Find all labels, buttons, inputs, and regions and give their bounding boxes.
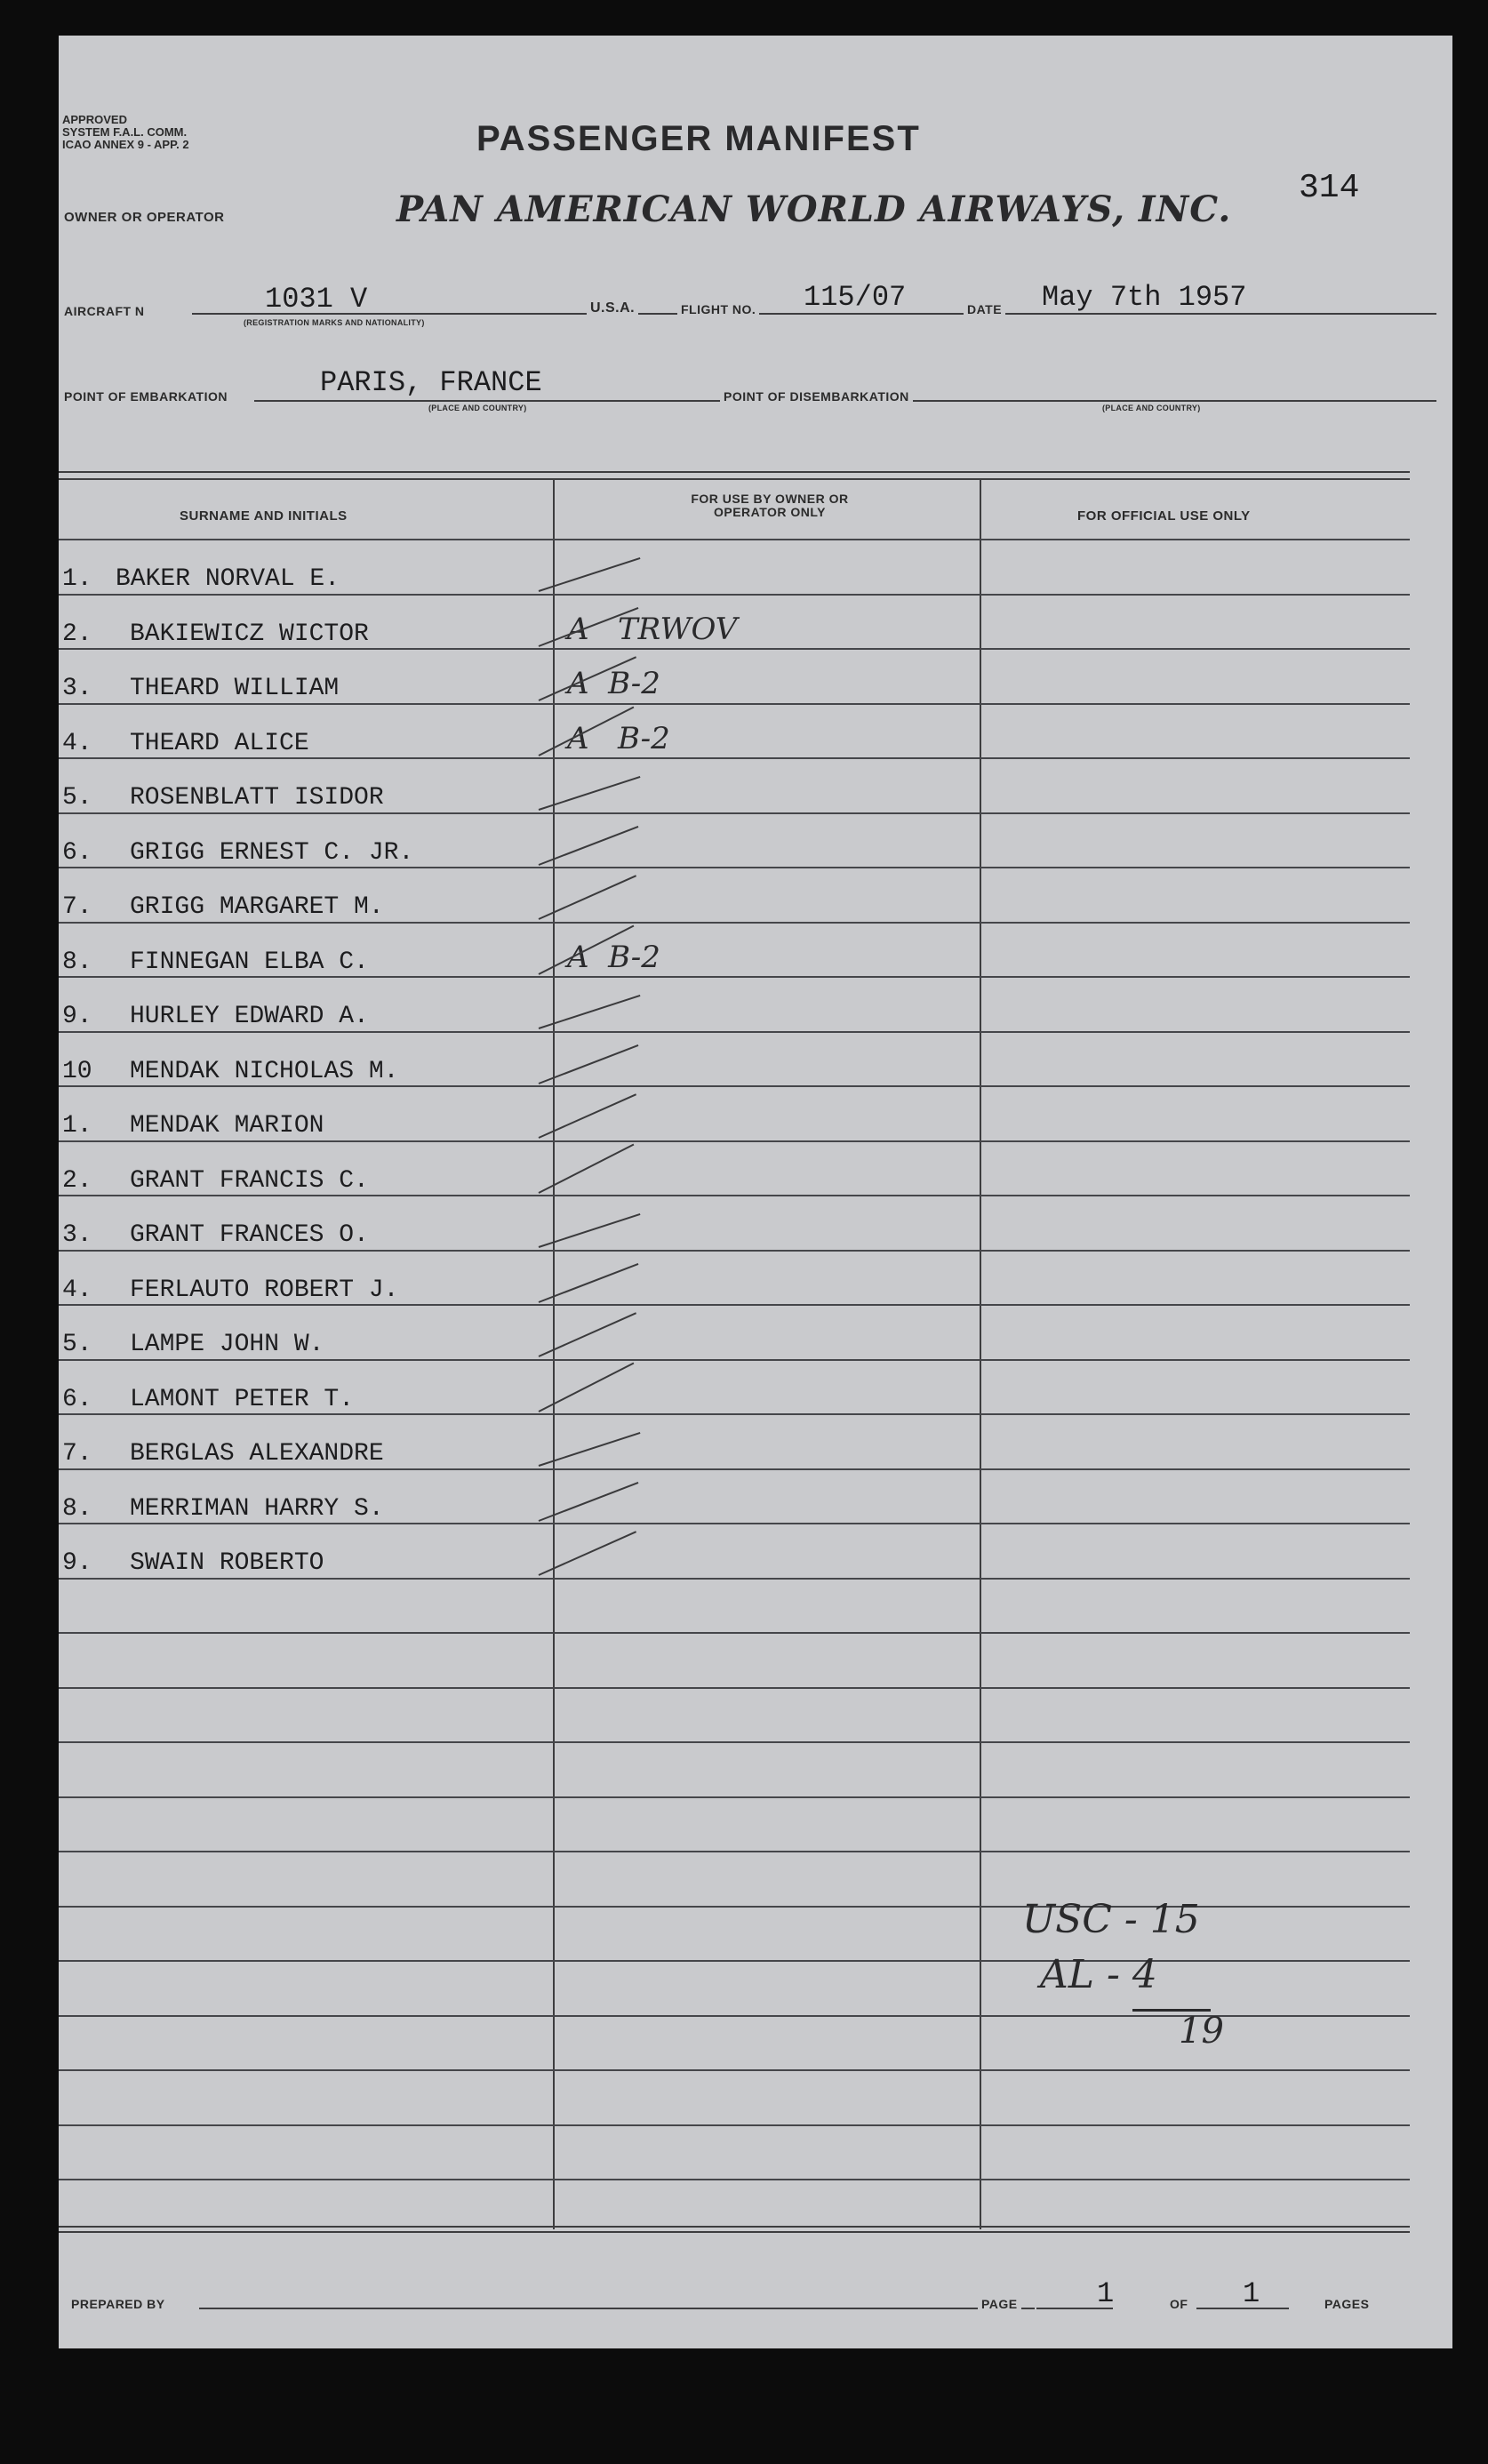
ruled-line bbox=[59, 539, 1410, 540]
passenger-row bbox=[59, 992, 1410, 1036]
ruled-line bbox=[59, 1741, 1410, 1743]
passenger-name: MENDAK MARION bbox=[130, 1112, 324, 1140]
passenger-row bbox=[59, 1484, 1410, 1529]
passenger-number: 2. bbox=[62, 1167, 92, 1195]
of-label: OF bbox=[1166, 2297, 1191, 2311]
passenger-row bbox=[59, 1320, 1410, 1364]
passenger-number: 10 bbox=[62, 1058, 92, 1085]
manifest-sheet bbox=[59, 36, 1452, 2348]
passenger-row bbox=[59, 555, 1410, 599]
prepared-by-label: PREPARED BY bbox=[71, 2297, 165, 2311]
passenger-number: 9. bbox=[62, 1549, 92, 1577]
passenger-number: 1. bbox=[62, 1112, 92, 1140]
passenger-row bbox=[59, 1211, 1410, 1255]
passenger-number: 3. bbox=[62, 675, 92, 702]
ruled-line bbox=[59, 2069, 1410, 2071]
ruled-line bbox=[59, 1687, 1410, 1689]
passenger-row bbox=[59, 1375, 1410, 1420]
check-mark bbox=[539, 995, 641, 1029]
country-label: U.S.A. bbox=[587, 300, 638, 316]
passenger-number: 6. bbox=[62, 1386, 92, 1413]
passenger-row bbox=[59, 1101, 1410, 1146]
form-title: PASSENGER MANIFEST bbox=[476, 119, 921, 158]
passenger-name: LAMONT PETER T. bbox=[130, 1386, 355, 1413]
ruled-line bbox=[59, 1851, 1410, 1852]
owner-label: OWNER OR OPERATOR bbox=[64, 210, 225, 225]
passenger-row bbox=[59, 773, 1410, 818]
passenger-number: 8. bbox=[62, 948, 92, 976]
table-bottom-rule bbox=[59, 2226, 1410, 2228]
passenger-number: 8. bbox=[62, 1495, 92, 1523]
passenger-name: THEARD ALICE bbox=[130, 730, 309, 757]
embark-label: POINT OF EMBARKATION bbox=[64, 389, 231, 404]
check-mark bbox=[539, 776, 641, 811]
operator-name: PAN AMERICAN WORLD AIRWAYS, INC. bbox=[396, 188, 1232, 230]
check-mark bbox=[539, 1263, 639, 1303]
passenger-name: GRIGG ERNEST C. JR. bbox=[130, 839, 414, 867]
passenger-row bbox=[59, 664, 1410, 708]
table-top-rule bbox=[59, 478, 1410, 480]
passenger-number: 6. bbox=[62, 839, 92, 867]
passenger-name: FERLAUTO ROBERT J. bbox=[130, 1276, 399, 1304]
passenger-name: GRANT FRANCIS C. bbox=[130, 1167, 369, 1195]
disembark-caption: (PLACE AND COUNTRY) bbox=[1102, 404, 1201, 412]
passenger-name: FINNEGAN ELBA C. bbox=[130, 948, 369, 976]
ruled-line bbox=[59, 2124, 1410, 2126]
passenger-row bbox=[59, 883, 1410, 927]
passenger-name: GRANT FRANCES O. bbox=[130, 1221, 369, 1249]
embark-caption: (PLACE AND COUNTRY) bbox=[428, 404, 527, 412]
prepared-by-rule bbox=[199, 2308, 1035, 2309]
operator-note: A B-2 bbox=[567, 940, 660, 975]
page-stamp: 314 bbox=[1299, 169, 1360, 207]
column-header-owner-use: FOR USE BY OWNER OR OPERATOR ONLY bbox=[691, 492, 849, 519]
ruled-line bbox=[59, 1906, 1410, 1908]
table-top-rule bbox=[59, 471, 1410, 473]
passenger-number: 4. bbox=[62, 730, 92, 757]
passenger-name: MENDAK NICHOLAS M. bbox=[130, 1058, 399, 1085]
passenger-number: 2. bbox=[62, 620, 92, 648]
disembark-label: POINT OF DISEMBARKATION bbox=[720, 389, 913, 404]
passenger-name: SWAIN ROBERTO bbox=[130, 1549, 324, 1577]
aircraft-value: 1031 V bbox=[265, 283, 368, 316]
passenger-name: ROSENBLATT ISIDOR bbox=[130, 784, 384, 812]
aircraft-caption: (REGISTRATION MARKS AND NATIONALITY) bbox=[244, 318, 425, 327]
passenger-number: 1. bbox=[62, 565, 92, 593]
check-mark bbox=[539, 1213, 641, 1248]
check-mark bbox=[539, 826, 639, 866]
date-value: May 7th 1957 bbox=[1042, 281, 1247, 314]
column-header-surname: SURNAME AND INITIALS bbox=[180, 508, 348, 524]
ruled-line bbox=[59, 1632, 1410, 1634]
passenger-row bbox=[59, 828, 1410, 873]
approval-line: ICAO ANNEX 9 - APP. 2 bbox=[62, 138, 189, 151]
approval-line: SYSTEM F.A.L. COMM. bbox=[62, 125, 188, 139]
passenger-number: 5. bbox=[62, 784, 92, 812]
passenger-number: 7. bbox=[62, 1440, 92, 1468]
passenger-row bbox=[59, 719, 1410, 764]
passenger-name: HURLEY EDWARD A. bbox=[130, 1003, 369, 1030]
ruled-line bbox=[59, 1960, 1410, 1962]
ruled-line bbox=[59, 2179, 1410, 2180]
passenger-row bbox=[59, 1429, 1410, 1474]
passenger-row bbox=[59, 1047, 1410, 1092]
passenger-number: 9. bbox=[62, 1003, 92, 1030]
column-header-official-use: FOR OFFICIAL USE ONLY bbox=[1077, 508, 1251, 524]
check-mark bbox=[539, 1482, 639, 1522]
passenger-row bbox=[59, 1266, 1410, 1310]
check-mark bbox=[539, 1044, 639, 1084]
date-label: DATE bbox=[964, 302, 1005, 316]
passenger-row bbox=[59, 610, 1410, 654]
passenger-name: BAKIEWICZ WICTOR bbox=[130, 620, 369, 648]
embark-value: PARIS, FRANCE bbox=[320, 366, 542, 399]
table-bottom-rule bbox=[59, 2231, 1410, 2233]
passenger-name: BERGLAS ALEXANDRE bbox=[130, 1440, 384, 1468]
aircraft-label: AIRCRAFT N bbox=[64, 304, 145, 318]
total-pages: 1 bbox=[1243, 2277, 1260, 2310]
official-tally-total: 19 bbox=[1179, 2011, 1224, 2052]
pages-label: PAGES bbox=[1324, 2297, 1370, 2311]
check-mark bbox=[539, 1432, 641, 1467]
passenger-name: LAMPE JOHN W. bbox=[130, 1331, 324, 1358]
approval-line: APPROVED bbox=[62, 113, 127, 126]
page-label: PAGE bbox=[978, 2297, 1021, 2311]
operator-note: A B-2 bbox=[567, 721, 670, 756]
passenger-number: 4. bbox=[62, 1276, 92, 1304]
passenger-number: 5. bbox=[62, 1331, 92, 1358]
operator-note: A B-2 bbox=[567, 666, 660, 701]
official-tally-line1: USC - 15 bbox=[1022, 1897, 1200, 1942]
passenger-number: 7. bbox=[62, 893, 92, 921]
page-number: 1 bbox=[1097, 2277, 1115, 2310]
approval-block bbox=[62, 114, 258, 151]
check-mark bbox=[539, 557, 641, 592]
flight-value: 115/07 bbox=[804, 281, 907, 314]
official-tally-line2: AL - 4 bbox=[1040, 1952, 1157, 1997]
passenger-row bbox=[59, 1539, 1410, 1583]
passenger-row bbox=[59, 938, 1410, 982]
flight-label: FLIGHT NO. bbox=[677, 302, 759, 316]
passenger-name: THEARD WILLIAM bbox=[130, 675, 340, 702]
passenger-name: BAKER NORVAL E. bbox=[116, 565, 340, 593]
passenger-row bbox=[59, 1156, 1410, 1201]
passenger-name: GRIGG MARGARET M. bbox=[130, 893, 384, 921]
ruled-line bbox=[59, 1796, 1410, 1798]
passenger-number: 3. bbox=[62, 1221, 92, 1249]
operator-note: A TRWOV bbox=[567, 612, 738, 647]
passenger-name: MERRIMAN HARRY S. bbox=[130, 1495, 384, 1523]
